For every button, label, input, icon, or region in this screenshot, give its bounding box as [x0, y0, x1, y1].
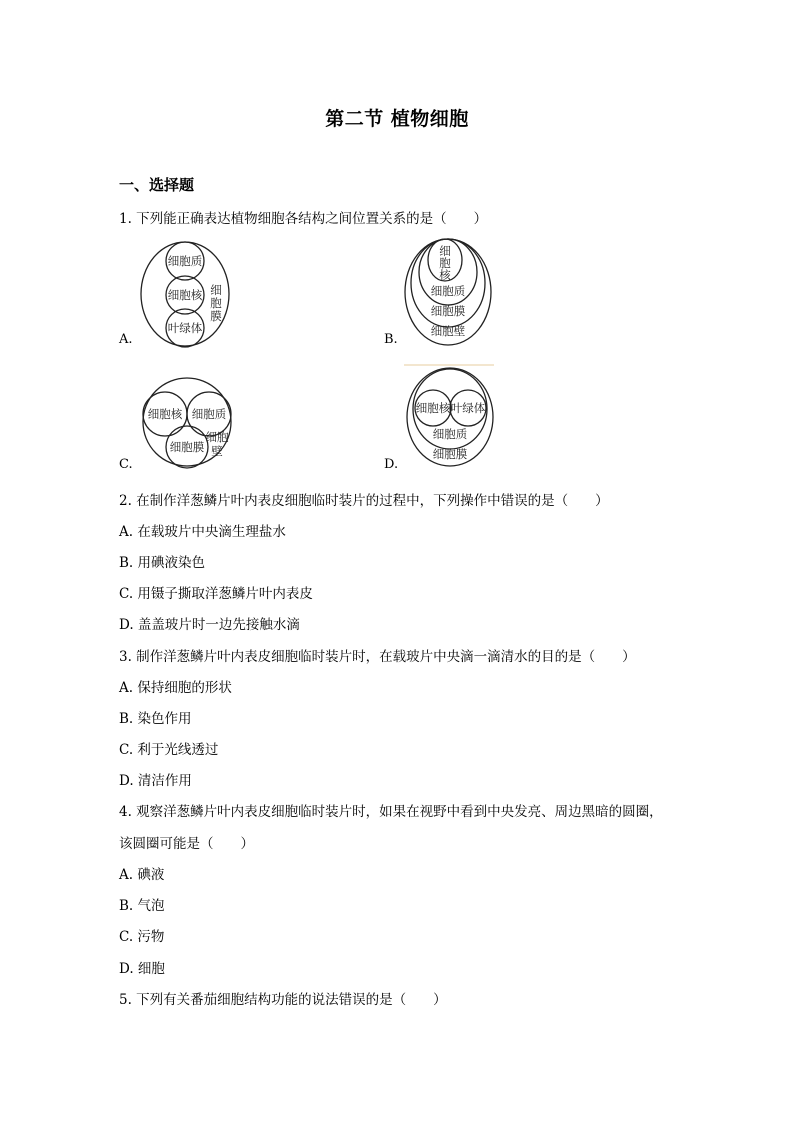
diagram-c-wall-1: 细胞 [205, 430, 229, 444]
q4-option-d[interactable]: D. 细胞 [119, 961, 165, 977]
q1-option-d-label[interactable]: D. [384, 457, 399, 472]
q4-option-b[interactable]: B. 气泡 [119, 898, 165, 914]
q1-diagram-b [402, 236, 494, 348]
diagram-b-cytoplasm: 细胞质 [430, 284, 466, 298]
q1-option-b-label[interactable]: B. [384, 332, 398, 347]
q2-stem: 2. 在制作洋葱鳞片叶内表皮细胞临时装片的过程中，下列操作中错误的是（ ） [119, 493, 609, 509]
q2-option-d[interactable]: D. 盖盖玻片时一边先接触水滴 [119, 617, 300, 633]
q1-diagram-d [404, 366, 496, 468]
diagram-d-nucleus: 细胞核 [415, 401, 451, 415]
diagram-b-wall: 细胞壁 [430, 324, 466, 338]
diagram-c-nucleus: 细胞核 [147, 407, 183, 421]
q1-diagram-c [140, 376, 240, 472]
diagram-a-membrane-3: 膜 [210, 309, 222, 323]
q3-option-c[interactable]: C. 利于光线透过 [119, 742, 219, 758]
diagram-d-cytoplasm: 细胞质 [432, 427, 468, 441]
q2-option-c[interactable]: C. 用镊子撕取洋葱鳞片叶内表皮 [119, 586, 313, 602]
q3-option-d[interactable]: D. 清洁作用 [119, 773, 192, 789]
section-heading: 一、选择题 [119, 176, 195, 194]
q2-option-a[interactable]: A. 在载玻片中央滴生理盐水 [119, 524, 286, 540]
diagram-b-nucleus-1: 细 [439, 244, 451, 258]
q1-option-a-label[interactable]: A. [119, 332, 133, 347]
page-title: 第二节 植物细胞 [325, 108, 469, 130]
q1-diagram-a [138, 240, 238, 348]
q4-option-c[interactable]: C. 污物 [119, 929, 165, 945]
q5-stem: 5. 下列有关番茄细胞结构功能的说法错误的是（ ） [119, 992, 447, 1008]
diagram-b-nucleus-3: 核 [439, 268, 451, 282]
diagram-a-cytoplasm: 细胞质 [167, 254, 203, 268]
diagram-d-membrane: 细胞膜 [432, 447, 468, 461]
q1-option-c-label[interactable]: C. [119, 457, 133, 472]
diagram-d-chloroplast: 叶绿体 [450, 401, 486, 415]
q4-stem-line1: 4. 观察洋葱鳞片叶内表皮细胞临时装片时，如果在视野中看到中央发亮、周边黑暗的圆圈， [119, 804, 663, 820]
q4-stem-line2: 该圆圈可能是（ ） [119, 836, 254, 852]
q3-stem: 3. 制作洋葱鳞片叶内表皮细胞临时装片时，在载玻片中央滴一滴清水的目的是（ ） [119, 649, 636, 665]
diagram-a-chloroplast: 叶绿体 [167, 321, 203, 335]
diagram-b-nucleus-2: 胞 [439, 256, 451, 270]
diagram-c-wall-2: 壁 [211, 444, 223, 458]
diagram-a-membrane-1: 细 [210, 283, 222, 297]
diagram-a-nucleus: 细胞核 [167, 288, 203, 302]
diagram-b-membrane: 细胞膜 [430, 304, 466, 318]
diagram-c-membrane: 细胞膜 [169, 440, 205, 454]
diagram-c-cytoplasm: 细胞质 [191, 407, 227, 421]
q4-option-a[interactable]: A. 碘液 [119, 867, 165, 883]
q3-option-b[interactable]: B. 染色作用 [119, 711, 192, 727]
q3-option-a[interactable]: A. 保持细胞的形状 [119, 680, 232, 696]
diagram-a-membrane-2: 胞 [210, 296, 222, 310]
q1-stem: 1. 下列能正确表达植物细胞各结构之间位置关系的是（ ） [119, 211, 488, 227]
q2-option-b[interactable]: B. 用碘液染色 [119, 555, 206, 571]
